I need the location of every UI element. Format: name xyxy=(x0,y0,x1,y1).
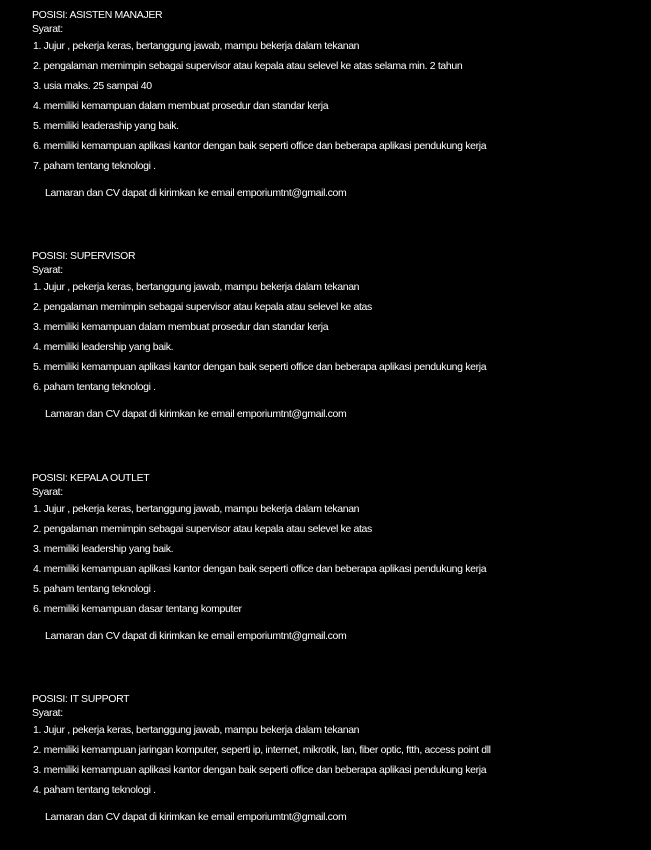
job-title: POSISI: SUPERVISOR xyxy=(32,250,136,262)
requirement-item: 3. memiliki kemampuan dalam membuat prosedur dan standar kerja xyxy=(33,321,329,333)
requirement-item: 5. memiliki kemampuan aplikasi kantor dengan baik seperti office dan beberapa aplikasi pendukung kerja xyxy=(33,361,487,373)
requirement-item: 6. paham tentang teknologi . xyxy=(33,381,156,393)
requirement-item: 2. memiliki kemampuan jaringan komputer, seperti ip, internet, mikrotik, lan, fiber optic, ftth, access point dll xyxy=(33,744,491,756)
requirement-item: 4. memiliki leadership yang baik. xyxy=(33,341,174,353)
requirement-item: 5. paham tentang teknologi . xyxy=(33,583,156,595)
job-section-kepala-outlet xyxy=(32,471,644,643)
requirement-item: 3. usia maks. 25 sampai 40 xyxy=(33,80,152,92)
job-section-it-support xyxy=(32,692,644,824)
requirement-item: 1. Jujur , pekerja keras, bertanggung jawab, mampu bekerja dalam tekanan xyxy=(33,281,360,293)
requirement-item: 2. pengalaman memimpin sebagai supervisor atau kepala atau selevel ke atas selama min. 2 tahun xyxy=(33,60,463,72)
contact-info: Lamaran dan CV dapat di kirimkan ke email emporiumtnt@gmail.com xyxy=(45,811,347,823)
requirements-label: Syarat: xyxy=(32,486,63,498)
requirement-item: 2. pengalaman memimpin sebagai supervisor atau kepala atau selevel ke atas xyxy=(33,523,372,535)
requirements-label: Syarat: xyxy=(32,264,63,276)
requirement-item: 4. memiliki kemampuan dalam membuat prosedur dan standar kerja xyxy=(33,100,329,112)
requirement-item: 5. memiliki leaderaship yang baik. xyxy=(33,120,179,132)
requirement-item: 3. memiliki kemampuan aplikasi kantor dengan baik seperti office dan beberapa aplikasi pendukung kerja xyxy=(33,764,487,776)
requirement-item: 6. memiliki kemampuan aplikasi kantor dengan baik seperti office dan beberapa aplikasi pendukung kerja xyxy=(33,140,487,152)
requirement-item: 1. Jujur , pekerja keras, bertanggung jawab, mampu bekerja dalam tekanan xyxy=(33,503,360,515)
requirement-item: 1. Jujur , pekerja keras, bertanggung jawab, mampu bekerja dalam tekanan xyxy=(33,40,360,52)
requirements-label: Syarat: xyxy=(32,23,63,35)
requirement-item: 1. Jujur , pekerja keras, bertanggung jawab, mampu bekerja dalam tekanan xyxy=(33,724,360,736)
requirement-item: 4. memiliki kemampuan aplikasi kantor dengan baik seperti office dan beberapa aplikasi pendukung kerja xyxy=(33,563,487,575)
job-title: POSISI: KEPALA OUTLET xyxy=(32,472,150,484)
requirements-list xyxy=(32,499,644,619)
requirements-list xyxy=(32,36,644,176)
requirements-list xyxy=(32,720,644,800)
job-title: POSISI: IT SUPPORT xyxy=(32,693,130,705)
requirement-item: 3. memiliki leadership yang baik. xyxy=(33,543,174,555)
requirement-item: 2. pengalaman memimpin sebagai supervisor atau kepala atau selevel ke atas xyxy=(33,301,372,313)
job-section-supervisor xyxy=(32,249,644,421)
requirement-item: 4. paham tentang teknologi . xyxy=(33,784,156,796)
job-title: POSISI: ASISTEN MANAJER xyxy=(32,9,163,21)
contact-info: Lamaran dan CV dapat di kirimkan ke email emporiumtnt@gmail.com xyxy=(45,630,347,642)
requirements-list xyxy=(32,277,644,397)
job-section-asisten-manajer xyxy=(32,8,644,200)
requirement-item: 6. memiliki kemampuan dasar tentang komputer xyxy=(33,603,242,615)
requirements-label: Syarat: xyxy=(32,707,63,719)
contact-info: Lamaran dan CV dapat di kirimkan ke email emporiumtnt@gmail.com xyxy=(45,408,347,420)
requirement-item: 7. paham tentang teknologi . xyxy=(33,160,156,172)
contact-info: Lamaran dan CV dapat di kirimkan ke email emporiumtnt@gmail.com xyxy=(45,187,347,199)
